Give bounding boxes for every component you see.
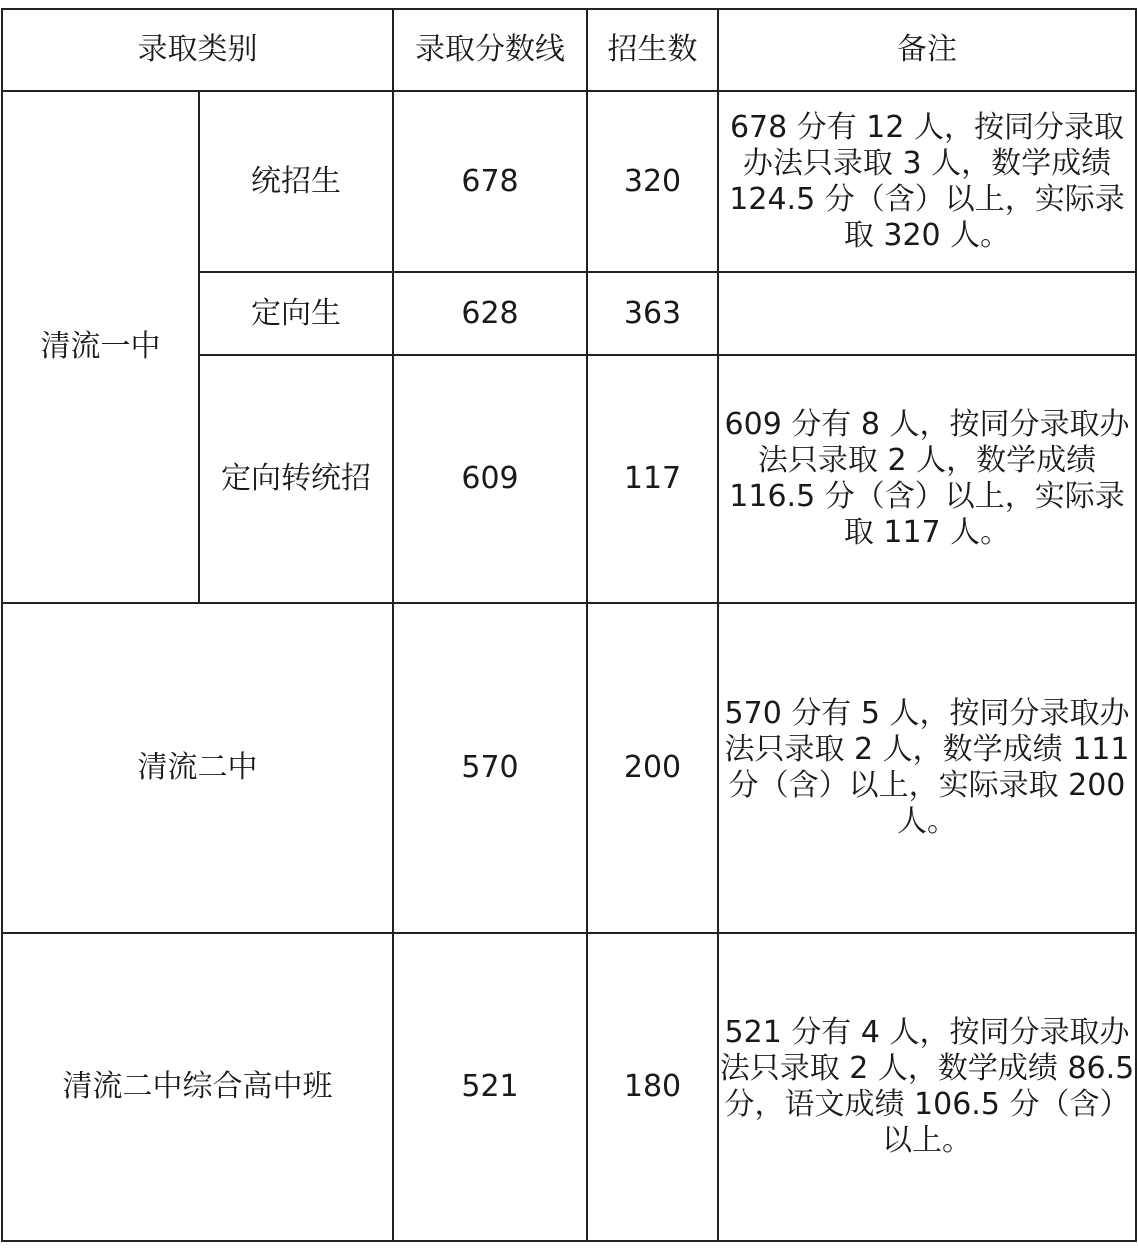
header-row xyxy=(2,9,1136,91)
cutoff-value: 521 xyxy=(393,933,587,1241)
quota-value: 117 xyxy=(587,355,718,603)
note-text: 521 分有 4 人，按同分录取办法只录取 2 人，数学成绩 86.5 分，语文成绩 106.5 分（含）以上。 xyxy=(718,933,1136,1241)
header-category: 录取类别 xyxy=(2,9,393,91)
quota-value: 200 xyxy=(587,603,718,933)
subtype-label: 定向生 xyxy=(199,272,393,355)
subtype-label: 统招生 xyxy=(199,91,393,272)
quota-value: 320 xyxy=(587,91,718,272)
header-note: 备注 xyxy=(718,9,1136,91)
note-text: 678 分有 12 人，按同分录取办法只录取 3 人，数学成绩 124.5 分（含）以上，实际录取 320 人。 xyxy=(718,91,1136,272)
note-text: 570 分有 5 人，按同分录取办法只录取 2 人，数学成绩 111 分（含）以上，实际录取 200 人。 xyxy=(718,603,1136,933)
note-text: 609 分有 8 人，按同分录取办法只录取 2 人，数学成绩 116.5 分（含）以上，实际录取 117 人。 xyxy=(718,355,1136,603)
header-quota: 招生数 xyxy=(587,9,718,91)
note-text xyxy=(718,272,1136,355)
table-row xyxy=(2,603,1136,933)
school-name: 清流二中综合高中班 xyxy=(2,933,393,1241)
school-name: 清流一中 xyxy=(2,91,199,603)
cutoff-value: 609 xyxy=(393,355,587,603)
quota-value: 180 xyxy=(587,933,718,1241)
admissions-table xyxy=(1,8,1137,1242)
cutoff-value: 570 xyxy=(393,603,587,933)
header-cutoff: 录取分数线 xyxy=(393,9,587,91)
table-row xyxy=(2,91,1136,272)
subtype-label: 定向转统招 xyxy=(199,355,393,603)
school-name: 清流二中 xyxy=(2,603,393,933)
quota-value: 363 xyxy=(587,272,718,355)
cutoff-value: 678 xyxy=(393,91,587,272)
table-row xyxy=(2,933,1136,1241)
cutoff-value: 628 xyxy=(393,272,587,355)
